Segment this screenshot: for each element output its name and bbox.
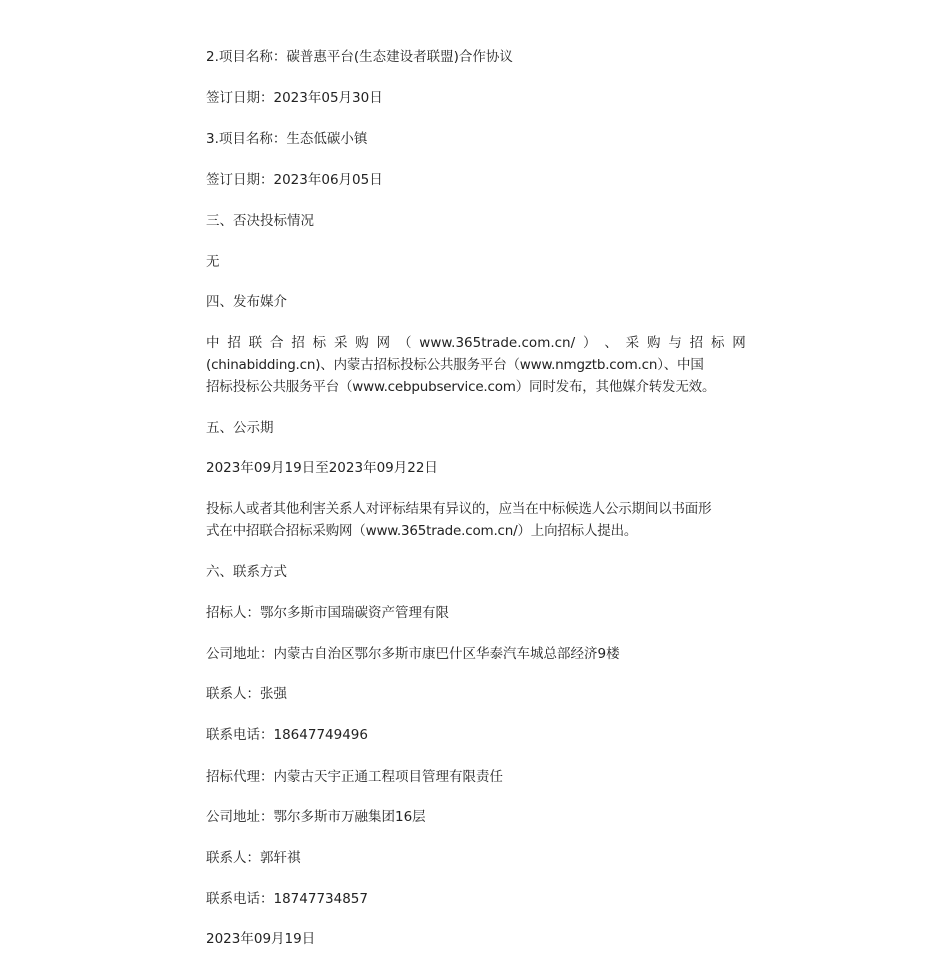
agent-contact: 联系人：郭轩祺 (206, 850, 301, 866)
media-line-3: 招标投标公共服务平台（www.cebpubservice.com）同时发布，其他媒介转发无效。 (206, 379, 716, 395)
objection-line-1: 投标人或者其他利害关系人对评标结果有异议的，应当在中标候选人公示期间以书面形 (206, 501, 712, 517)
section-6-title: 六、联系方式 (206, 564, 287, 580)
project-2-name: 2.项目名称：碳普惠平台(生态建设者联盟)合作协议 (206, 49, 513, 65)
media-token: 标 (710, 335, 725, 351)
agent-phone: 联系电话：18747734857 (206, 891, 368, 907)
section-4-title: 四、发布媒介 (206, 294, 287, 310)
project-2-sign-date: 签订日期：2023年05月30日 (206, 90, 383, 106)
section-5-title: 五、公示期 (206, 420, 274, 436)
media-token: 网 (732, 335, 746, 351)
media-token: 采 (625, 335, 640, 351)
media-token: 采 (333, 335, 348, 351)
media-token: 、 (604, 335, 618, 351)
media-token: 标 (312, 335, 327, 351)
media-token: 联 (248, 335, 263, 351)
tenderer-name: 招标人：鄂尔多斯市国瑞碳资产管理有限 (206, 605, 449, 621)
tenderer-address: 公司地址：内蒙古自治区鄂尔多斯市康巴什区华泰汽车城总部经济9楼 (206, 646, 620, 662)
media-line-2: (chinabidding.cn)、内蒙古招标投标公共服务平台（www.nmgztb.com.cn）、中国 (206, 357, 704, 373)
publicity-period: 2023年09月19日至2023年09月22日 (206, 460, 438, 476)
objection-line-2: 式在中招联合招标采购网（www.365trade.com.cn/）上向招标人提出。 (206, 523, 638, 539)
media-token: 合 (269, 335, 284, 351)
agent-address: 公司地址：鄂尔多斯市万融集团16层 (206, 809, 426, 825)
media-url-365trade: www.365trade.com.cn/ (419, 335, 576, 351)
media-token: 购 (646, 335, 661, 351)
section-3-body: 无 (206, 254, 220, 270)
media-token: 招 (689, 335, 704, 351)
media-token: 网 (376, 335, 391, 351)
media-line-1 (206, 333, 746, 353)
media-token: 与 (668, 335, 682, 351)
tenderer-phone: 联系电话：18647749496 (206, 727, 368, 743)
project-3-name: 3.项目名称：生态低碳小镇 (206, 131, 368, 147)
project-3-sign-date: 签订日期：2023年06月05日 (206, 172, 383, 188)
agent-name: 招标代理：内蒙古天宇正通工程项目管理有限责任 (206, 769, 503, 785)
tenderer-contact: 联系人：张强 (206, 686, 287, 702)
section-3-title: 三、否决投标情况 (206, 213, 314, 229)
publish-date: 2023年09月19日 (206, 931, 316, 947)
media-token: 招 (291, 335, 305, 351)
media-token: 购 (355, 335, 369, 351)
media-token: 招 (227, 335, 241, 351)
media-token: 中 (206, 335, 220, 351)
media-token: ） (583, 335, 597, 351)
media-token: （ (397, 335, 412, 351)
